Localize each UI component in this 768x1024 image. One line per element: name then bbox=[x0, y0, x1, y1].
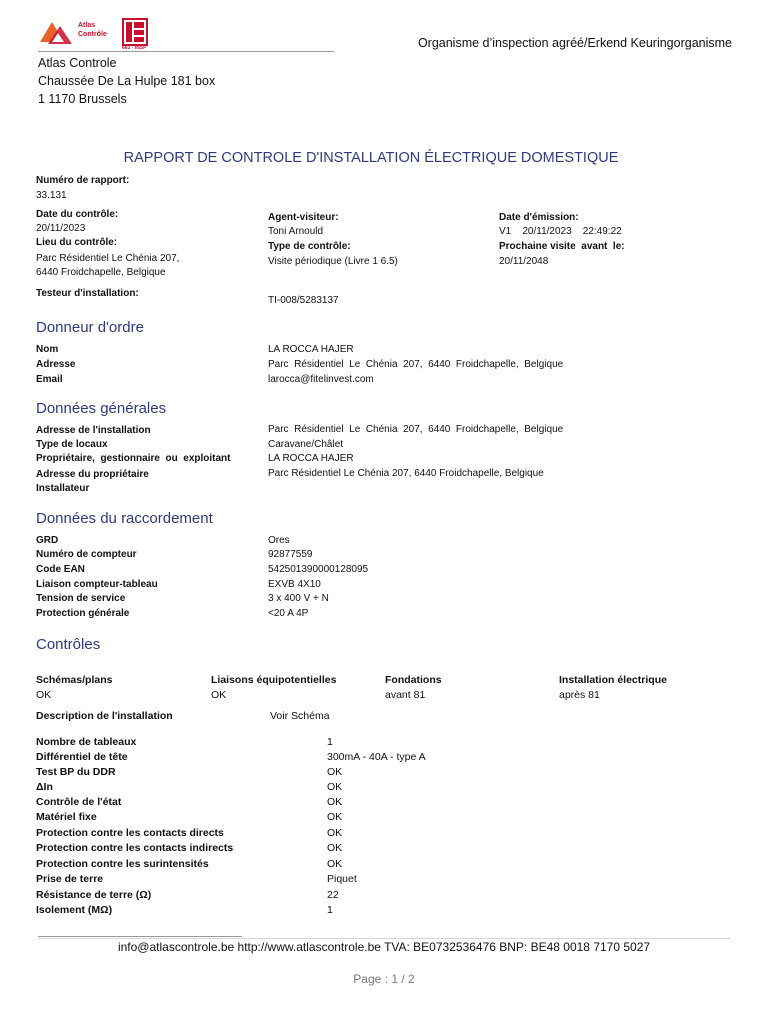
control-label: Nombre de tableaux bbox=[36, 736, 137, 748]
raccordement-value: 542501390000128095 bbox=[268, 564, 369, 575]
generales-label: Type de locaux bbox=[36, 439, 108, 450]
section-raccordement-title: Données du raccordement bbox=[36, 510, 213, 527]
section-generales-title: Données générales bbox=[36, 400, 167, 417]
organism-text: Organisme d’inspection agréé/Erkend Keuringorganisme bbox=[417, 36, 732, 50]
summary-label: Fondations bbox=[385, 674, 442, 686]
control-label: ΔIn bbox=[36, 781, 53, 793]
control-type-label: Type de contrôle: bbox=[268, 241, 351, 252]
generales-label: Installateur bbox=[36, 483, 90, 494]
control-value: OK bbox=[327, 781, 343, 793]
section-controles-title: Contrôles bbox=[36, 636, 101, 653]
generales-value: Parc Résidentiel Le Chénia 207, 6440 Froidchapelle, Belgique bbox=[268, 468, 544, 479]
agent-value: Toni Arnould bbox=[268, 226, 324, 237]
raccordement-value: <20 A 4P bbox=[268, 608, 309, 619]
report-number-label: Numéro de rapport: bbox=[36, 175, 130, 186]
emission-date-label: Date d'émission: bbox=[499, 212, 579, 223]
control-value: 1 bbox=[327, 736, 333, 748]
raccordement-label: Liaison compteur-tableau bbox=[36, 579, 158, 590]
control-label: Prise de terre bbox=[36, 873, 104, 885]
footer-divider-short bbox=[38, 936, 242, 937]
raccordement-value: Ores bbox=[268, 535, 290, 546]
generales-label: Propriétaire, gestionnaire ou exploitant bbox=[36, 453, 231, 464]
report-title: RAPPORT DE CONTROLE D'INSTALLATION ÉLECTRIQUE DOMESTIQUE bbox=[123, 150, 619, 166]
raccordement-value: EXVB 4X10 bbox=[268, 579, 321, 590]
logo-belac-text bbox=[122, 18, 125, 19]
raccordement-value: 92877559 bbox=[268, 549, 313, 560]
control-label: Protection contre les contacts indirects bbox=[36, 842, 234, 854]
donneur-label: Adresse bbox=[36, 359, 76, 370]
control-type-value: Visite périodique (Livre 1 6.5) bbox=[268, 256, 398, 267]
footer-contact: info@atlascontrole.be http://www.atlascontrole.be TVA: BE0732536476 BNP: BE48 0018 7170 5027 bbox=[117, 940, 651, 954]
tester-value: TI-008/5283137 bbox=[268, 295, 339, 306]
raccordement-label: Protection générale bbox=[36, 608, 130, 619]
control-label: Différentiel de tête bbox=[36, 751, 128, 763]
footer-divider bbox=[38, 938, 730, 939]
control-value: OK bbox=[327, 766, 343, 778]
description-label: Description de l'installation bbox=[36, 710, 173, 722]
control-label: Matériel fixe bbox=[36, 811, 97, 823]
control-value: 22 bbox=[327, 889, 339, 901]
donneur-email: larocca@fitelinvest.com bbox=[268, 374, 374, 385]
control-value: Piquet bbox=[327, 873, 357, 885]
logo-belac-sub: 663 - INSP bbox=[122, 45, 147, 51]
control-label: Résistance de terre (Ω) bbox=[36, 889, 152, 901]
raccordement-label: GRD bbox=[36, 535, 59, 546]
logo-text-line2: Contrôle bbox=[78, 31, 107, 38]
summary-label: Installation électrique bbox=[559, 674, 667, 686]
control-value: OK bbox=[327, 842, 343, 854]
control-date: 20/11/2023 bbox=[36, 223, 86, 234]
control-value: 300mA - 40A - type A bbox=[327, 751, 426, 763]
report-number: 33.131 bbox=[36, 190, 67, 201]
donneur-label: Nom bbox=[36, 344, 59, 355]
header-divider bbox=[38, 51, 334, 52]
page-number: Page : 1 / 2 bbox=[353, 972, 415, 986]
generales-value: Caravane/Châlet bbox=[268, 439, 344, 450]
control-value: OK bbox=[327, 827, 343, 839]
raccordement-label: Code EAN bbox=[36, 564, 85, 575]
company-name: Atlas Controle bbox=[38, 56, 117, 70]
control-date-label: Date du contrôle: bbox=[36, 209, 119, 220]
logo-text-line1: Atlas bbox=[78, 22, 96, 29]
donneur-label: Email bbox=[36, 374, 63, 385]
summary-value: OK bbox=[211, 689, 227, 701]
control-label: Protection contre les surintensités bbox=[36, 858, 209, 870]
control-value: OK bbox=[327, 858, 343, 870]
agent-label: Agent-visiteur: bbox=[268, 212, 339, 223]
donneur-value: Parc Résidentiel Le Chénia 207, 6440 Froidchapelle, Belgique bbox=[268, 359, 564, 370]
atlas-controle-logo bbox=[38, 18, 118, 48]
raccordement-label: Tension de service bbox=[36, 593, 126, 604]
control-label: Test BP du DDR bbox=[36, 766, 116, 778]
raccordement-value: 3 x 400 V + N bbox=[268, 593, 329, 604]
generales-label: Adresse du propriétaire bbox=[36, 469, 149, 480]
company-city: 1 1170 Brussels bbox=[38, 92, 127, 106]
summary-value: avant 81 bbox=[385, 689, 426, 701]
control-place-label: Lieu du contrôle: bbox=[36, 237, 118, 248]
next-visit-label: Prochaine visite avant le: bbox=[499, 241, 625, 252]
generales-label: Adresse de l'installation bbox=[36, 425, 151, 436]
donneur-value: LA ROCCA HAJER bbox=[268, 344, 354, 355]
control-value: 1 bbox=[327, 904, 333, 916]
belac-logo bbox=[122, 18, 150, 52]
description-value: Voir Schéma bbox=[270, 710, 330, 722]
next-visit-value: 20/11/2048 bbox=[499, 256, 549, 267]
tester-label: Testeur d'installation: bbox=[36, 288, 139, 299]
control-label: Contrôle de l'état bbox=[36, 796, 122, 808]
emission-date-value: V1 20/11/2023 22:49:22 bbox=[499, 226, 622, 237]
control-place-line2: 6440 Froidchapelle, Belgique bbox=[36, 267, 166, 278]
section-donneur-title: Donneur d'ordre bbox=[36, 319, 144, 336]
generales-value: Parc Résidentiel Le Chénia 207, 6440 Froidchapelle, Belgique bbox=[268, 424, 564, 435]
company-street: Chaussée De La Hulpe 181 box bbox=[38, 74, 216, 88]
control-value: OK bbox=[327, 796, 343, 808]
summary-label: Liaisons équipotentielles bbox=[211, 674, 337, 686]
summary-label: Schémas/plans bbox=[36, 674, 113, 686]
generales-value: LA ROCCA HAJER bbox=[268, 453, 354, 464]
summary-value: après 81 bbox=[559, 689, 600, 701]
control-label: Protection contre les contacts directs bbox=[36, 827, 224, 839]
control-value: OK bbox=[327, 811, 343, 823]
control-place-line1: Parc Résidentiel Le Chénia 207, bbox=[36, 253, 180, 264]
control-label: Isolement (MΩ) bbox=[36, 904, 113, 916]
summary-value: OK bbox=[36, 689, 52, 701]
raccordement-label: Numéro de compteur bbox=[36, 549, 137, 560]
